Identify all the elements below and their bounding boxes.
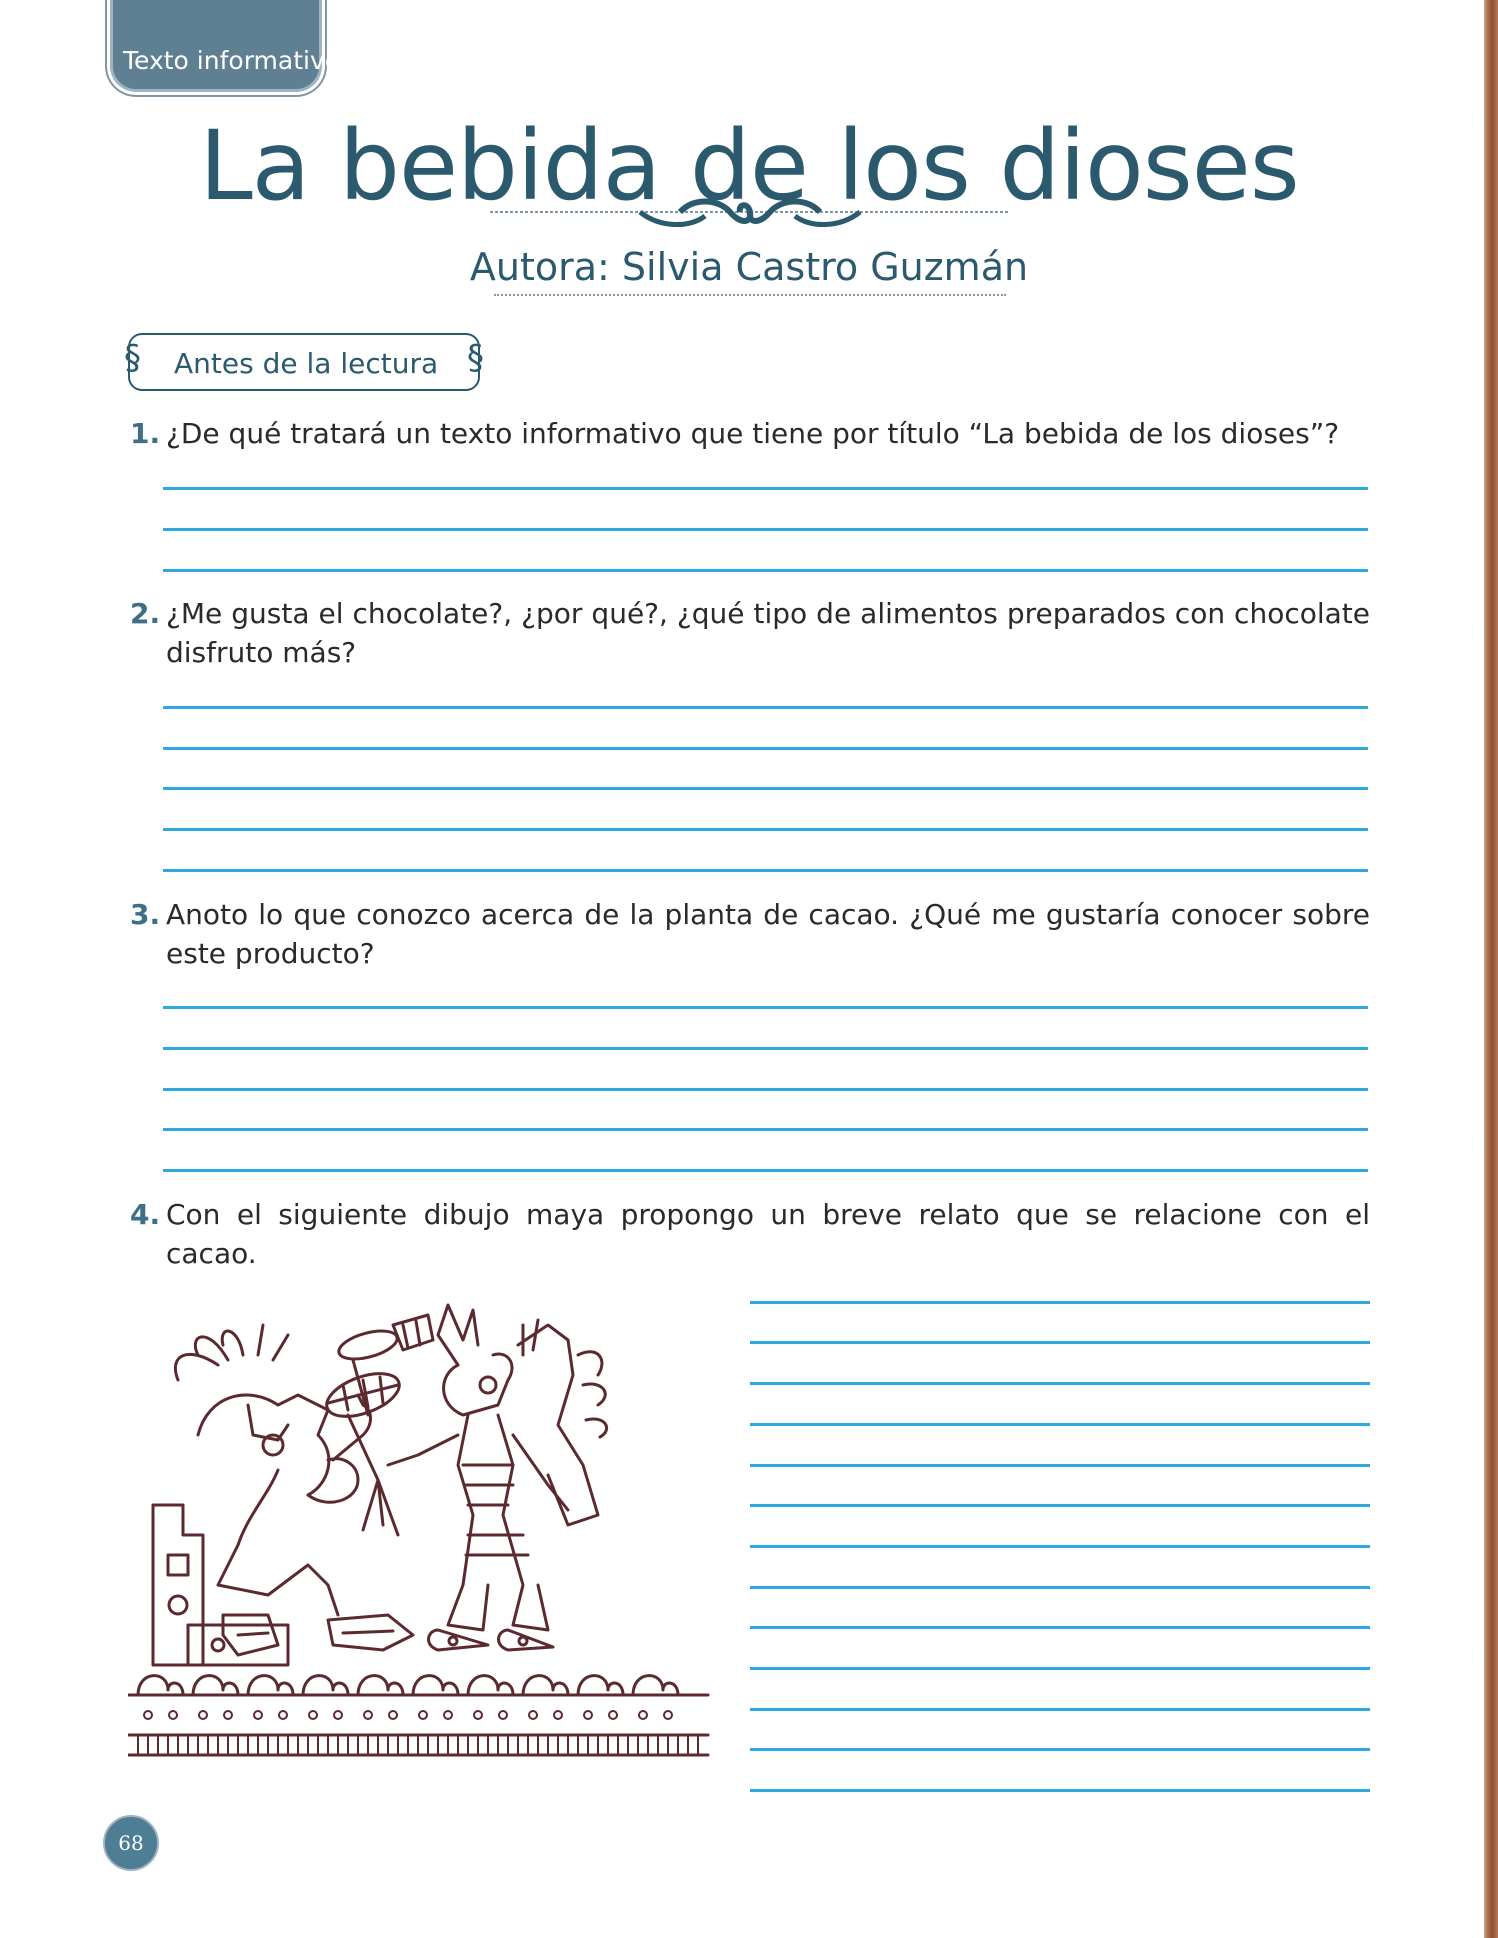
answer-line[interactable] [750,1423,1370,1426]
answer-line[interactable] [163,528,1368,531]
wood-edge [1484,0,1498,1938]
question-number: 4. [130,1198,161,1231]
answer-line[interactable] [163,1006,1368,1009]
answer-line[interactable] [750,1341,1370,1344]
question-number: 3. [130,898,161,931]
question-2 [130,594,1370,672]
curl-left-icon: § [124,338,141,378]
answer-line[interactable] [750,1301,1370,1304]
section-tag [110,0,341,92]
answer-line[interactable] [163,1047,1368,1050]
answer-line[interactable] [163,487,1368,490]
answer-line[interactable] [750,1789,1370,1792]
answer-line[interactable] [163,706,1368,709]
question-number: 2. [130,597,161,630]
question-4 [130,1195,1370,1273]
answer-line[interactable] [163,1088,1368,1091]
answer-line[interactable] [750,1748,1370,1751]
page-number: 68 [103,1815,159,1871]
question-text: Anoto lo que conozco acerca de la planta de cacao. ¿Qué me gustaría conocer sobre este producto? [166,898,1370,970]
answer-line[interactable] [163,1128,1368,1131]
curl-right-icon: § [467,338,484,378]
section-title: Antes de la lectura [174,347,439,380]
answer-line[interactable] [163,569,1368,572]
answer-line[interactable] [750,1545,1370,1548]
maya-drawing-icon [128,1285,728,1785]
answer-line[interactable] [163,1169,1368,1172]
title-ornament [490,198,1010,234]
question-text: Con el siguiente dibujo maya propongo un breve relato que se relacione con el cacao. [166,1198,1370,1270]
answer-line[interactable] [750,1586,1370,1589]
answer-line[interactable] [750,1504,1370,1507]
answer-line[interactable] [163,747,1368,750]
answer-line[interactable] [163,869,1368,872]
page-title: La bebida de los dioses [199,110,1299,222]
question-1 [130,414,1370,453]
answer-line[interactable] [163,828,1368,831]
section-box [124,333,484,391]
answer-line[interactable] [163,787,1368,790]
question-text: ¿De qué tratará un texto informativo que tiene por título “La bebida de los dioses”? [166,417,1340,450]
answer-line[interactable] [750,1708,1370,1711]
question-3 [130,895,1370,973]
question-text: ¿Me gusta el chocolate?, ¿por qué?, ¿qué tipo de alimentos preparados con chocolate disfruto más? [166,597,1370,669]
section-tag-label: Texto informativo [123,46,341,75]
answer-line[interactable] [750,1464,1370,1467]
answer-line[interactable] [750,1626,1370,1629]
question-number: 1. [130,417,161,450]
answer-line[interactable] [750,1667,1370,1670]
answer-line[interactable] [750,1382,1370,1385]
author-line-text: Autora: Silvia Castro Guzmán [469,245,1029,289]
author-underline [494,294,1006,296]
